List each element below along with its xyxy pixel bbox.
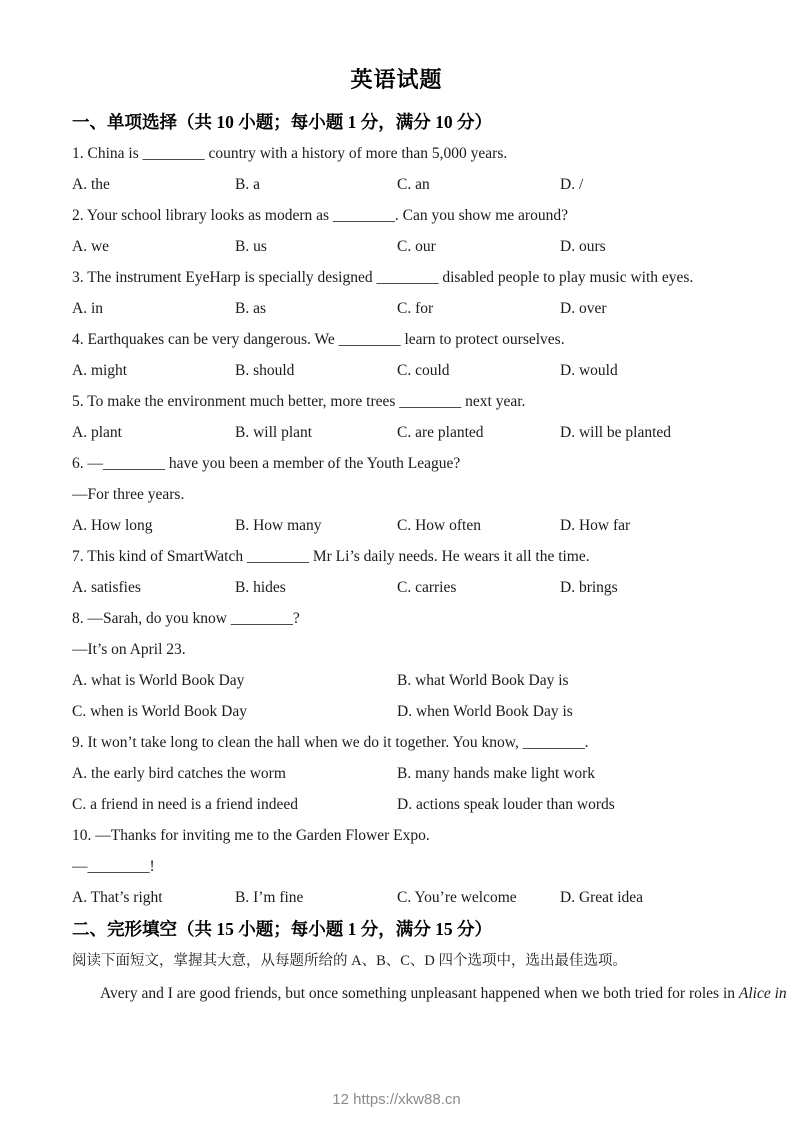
- question-10-option-c: C. You’re welcome: [397, 889, 517, 906]
- question-1-option-a: A. the: [72, 176, 110, 193]
- question-8-options-row1: [72, 665, 721, 696]
- section1-heading: 一、单项选择（共 10 小题；每小题 1 分，满分 10 分）: [72, 112, 492, 132]
- question-1-option-d: D. /: [560, 176, 584, 193]
- page-footer: 12 https://xkw88.cn: [332, 1091, 461, 1108]
- question-7-option-b: B. hides: [235, 579, 286, 596]
- question-9-option-a: A. the early bird catches the worm: [72, 765, 286, 782]
- question-6-option-b: B. How many: [235, 517, 322, 534]
- question-3-option-a: A. in: [72, 300, 103, 317]
- question-9-option-c: C. a friend in need is a friend indeed: [72, 796, 298, 813]
- question-1-option-b: B. a: [235, 176, 260, 193]
- question-9-text: 9. It won’t take long to clean the hall when we do it together. You know, ________.: [72, 734, 589, 751]
- question-7: [72, 541, 721, 603]
- page-title: 英语试题: [350, 67, 443, 92]
- passage-book-title: Alice in: [738, 985, 787, 1002]
- question-4-text: 4. Earthquakes can be very dangerous. We ________ learn to protect ourselves.: [72, 331, 565, 348]
- question-2-option-b: B. us: [235, 238, 267, 255]
- question-2-option-d: D. ours: [560, 238, 606, 255]
- question-3-option-b: B. as: [235, 300, 266, 317]
- question-6-text: 6. —________ have you been a member of the Youth League?: [72, 455, 461, 472]
- question-7-option-a: A. satisfies: [72, 579, 141, 596]
- question-7-option-d: D. brings: [560, 579, 618, 596]
- question-1-text: 1. China is ________ country with a history of more than 5,000 years.: [72, 145, 508, 162]
- question-8-text: 8. —Sarah, do you know ________?: [72, 610, 300, 627]
- question-6-reply: —For three years.: [72, 486, 185, 503]
- question-10-reply: —________!: [72, 858, 155, 875]
- question-5-option-a: A. plant: [72, 424, 122, 441]
- question-10: [72, 820, 721, 913]
- question-9-options-row1: [72, 758, 721, 789]
- question-4-options: [72, 355, 721, 386]
- question-2-options: [72, 231, 721, 262]
- question-8-option-a: A. what is World Book Day: [72, 672, 245, 689]
- question-4-option-d: D. would: [560, 362, 618, 379]
- question-3: [72, 262, 721, 324]
- question-5-text: 5. To make the environment much better, more trees ________ next year.: [72, 393, 526, 410]
- question-1-option-c: C. an: [397, 176, 430, 193]
- question-1-options: [72, 169, 721, 200]
- question-3-options: [72, 293, 721, 324]
- question-4-option-a: A. might: [72, 362, 128, 379]
- question-5-option-b: B. will plant: [235, 424, 313, 441]
- question-2-option-a: A. we: [72, 238, 110, 255]
- question-5-option-d: D. will be planted: [560, 424, 672, 441]
- question-6-options: [72, 510, 721, 541]
- question-3-text: 3. The instrument EyeHarp is specially designed ________ disabled people to play music with eyes.: [72, 269, 694, 286]
- section2-heading: 二、完形填空（共 15 小题；每小题 1 分，满分 15 分）: [72, 919, 492, 939]
- question-4: [72, 324, 721, 386]
- question-2: [72, 200, 721, 262]
- question-10-option-d: D. Great idea: [560, 889, 644, 906]
- question-3-option-d: D. over: [560, 300, 607, 317]
- question-10-options: [72, 882, 721, 913]
- question-8-option-c: C. when is World Book Day: [72, 703, 247, 720]
- question-6: [72, 448, 721, 541]
- question-10-option-b: B. I’m fine: [235, 889, 304, 906]
- question-3-option-c: C. for: [397, 300, 434, 317]
- passage-text: Avery and I are good friends, but once something unpleasant happened when we both tried for roles in: [100, 985, 739, 1002]
- question-10-text: 10. —Thanks for inviting me to the Garden Flower Expo.: [72, 827, 430, 844]
- question-2-option-c: C. our: [397, 238, 436, 255]
- question-7-options: [72, 572, 721, 603]
- question-8-options-row2: [72, 696, 721, 727]
- question-8: [72, 603, 721, 727]
- question-4-option-c: C. could: [397, 362, 450, 379]
- question-9: [72, 727, 721, 820]
- question-10-option-a: A. That’s right: [72, 889, 163, 906]
- question-7-option-c: C. carries: [397, 579, 457, 596]
- question-9-option-b: B. many hands make light work: [397, 765, 596, 782]
- question-8-option-d: D. when World Book Day is: [397, 703, 573, 720]
- question-1: [72, 138, 721, 200]
- question-2-text: 2. Your school library looks as modern as ________. Can you show me around?: [72, 207, 568, 224]
- section2-instruction: 阅读下面短文，掌握其大意，从每题所给的 A、B、C、D 四个选项中，选出最佳选项。: [72, 953, 628, 969]
- question-5-option-c: C. are planted: [397, 424, 484, 441]
- question-6-option-a: A. How long: [72, 517, 153, 534]
- section2-passage: [72, 978, 787, 1009]
- question-9-option-d: D. actions speak louder than words: [397, 796, 615, 813]
- question-7-text: 7. This kind of SmartWatch ________ Mr Li’s daily needs. He wears it all the time.: [72, 548, 590, 565]
- question-6-option-d: D. How far: [560, 517, 631, 534]
- question-5-options: [72, 417, 721, 448]
- question-4-option-b: B. should: [235, 362, 295, 379]
- question-8-reply: —It’s on April 23.: [72, 641, 186, 658]
- question-9-options-row2: [72, 789, 721, 820]
- question-8-option-b: B. what World Book Day is: [397, 672, 569, 689]
- question-5: [72, 386, 721, 448]
- question-6-option-c: C. How often: [397, 517, 481, 534]
